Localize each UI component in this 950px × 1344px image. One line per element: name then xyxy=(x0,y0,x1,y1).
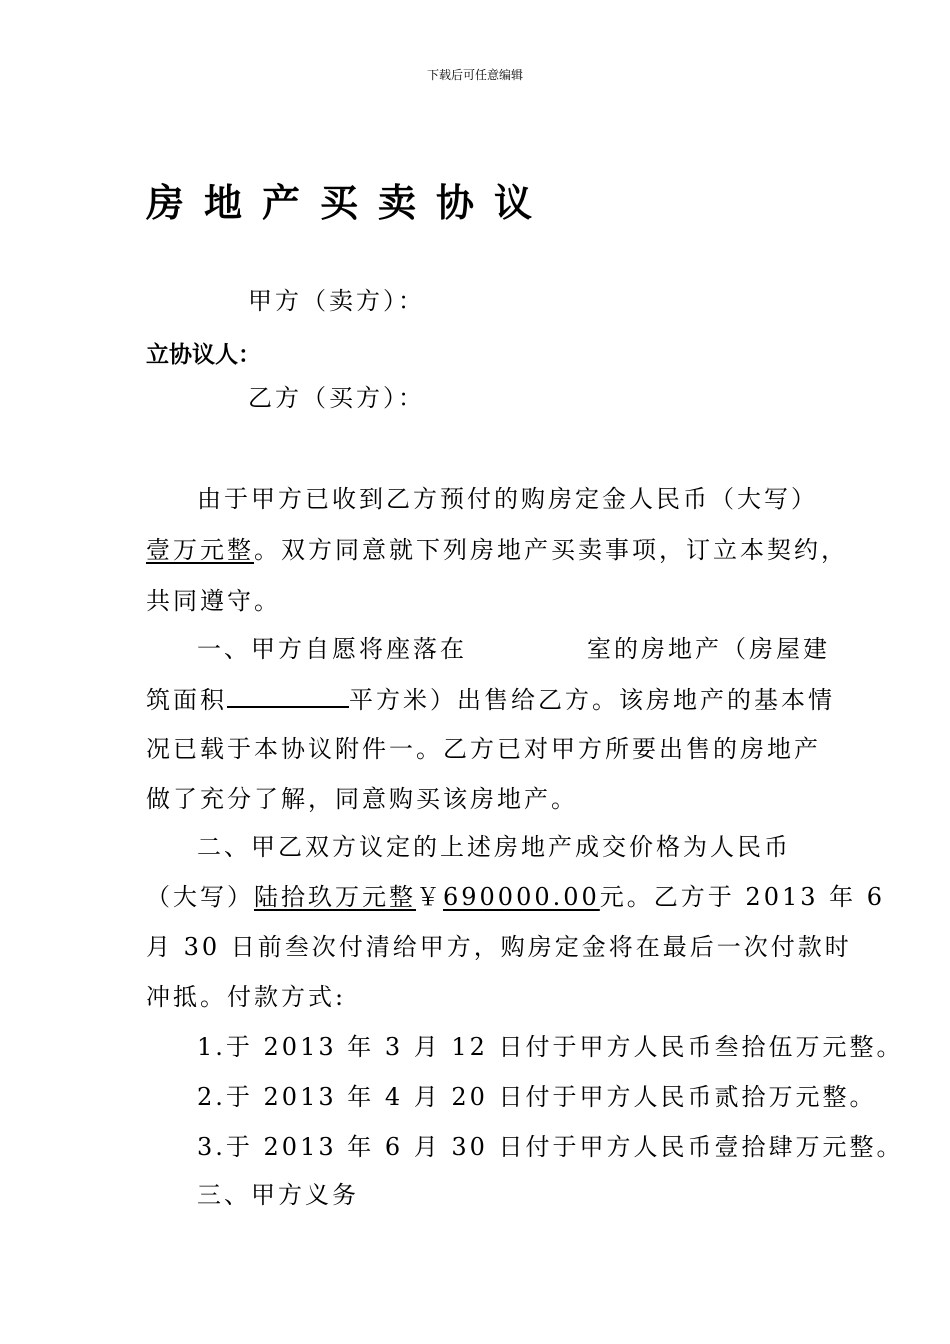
clause-2-line-1: 二、甲乙双方议定的上述房地产成交价格为人民币 xyxy=(197,833,791,861)
clause-2-text-e: 元。乙方于 2013 年 6 xyxy=(599,883,886,911)
party-a-line: 甲方（卖方）： xyxy=(248,287,425,315)
clause-1-line-1 xyxy=(197,634,830,664)
signatory-label: 立协议人： xyxy=(146,342,261,368)
payment-item-3: 3.于 2013 年 6 月 30 日付于甲方人民币壹拾肆万元整。 xyxy=(197,1133,904,1161)
preamble-line-1: 由于甲方已收到乙方预付的购房定金人民币（大写） xyxy=(197,485,818,513)
clause-3-heading: 三、甲方义务 xyxy=(197,1181,359,1209)
clause-1-text-b: 室的房地产（房屋建 xyxy=(587,635,830,663)
payment-item-2: 2.于 2013 年 4 月 20 日付于甲方人民币贰拾万元整。 xyxy=(197,1083,877,1111)
price-in-numbers: 690000.00 xyxy=(443,883,600,911)
currency-symbol: ￥ xyxy=(416,883,443,911)
deposit-amount: 壹万元整 xyxy=(146,536,254,564)
preamble-line-3: 共同遵守。 xyxy=(146,587,281,615)
price-in-words: 陆拾玖万元整 xyxy=(254,883,416,911)
header-note: 下载后可任意编辑 xyxy=(426,68,523,82)
clause-1-line-4: 做了充分了解，同意购买该房地产。 xyxy=(146,785,578,813)
clause-1-line-2 xyxy=(146,684,835,715)
clause-2-text-a: （大写） xyxy=(146,883,254,911)
document-title: 房地产买卖协议 xyxy=(146,181,553,225)
clause-1-area-rest: 平方米）出售给乙方。该房地产的基本情 xyxy=(349,686,835,714)
clause-1-text-a: 一、甲方自愿将座落在 xyxy=(197,635,467,663)
clause-1-line-3: 况已载于本协议附件一。乙方已对甲方所要出售的房地产 xyxy=(146,735,821,763)
area-blank xyxy=(227,684,349,708)
clause-2-line-3: 月 30 日前叁次付清给甲方，购房定金将在最后一次付款时 xyxy=(146,933,852,961)
payment-item-1: 1.于 2013 年 3 月 12 日付于甲方人民币叁拾伍万元整。 xyxy=(197,1033,904,1061)
preamble-line-2-text: 。双方同意就下列房地产买卖事项，订立本契约， xyxy=(254,536,848,564)
clause-2-line-4: 冲抵。付款方式: xyxy=(146,983,347,1011)
clause-2-line-2 xyxy=(146,882,885,912)
clause-1-area-label: 筑面积 xyxy=(146,686,227,714)
preamble-line-2 xyxy=(146,535,848,565)
party-b-line: 乙方（买方）： xyxy=(248,384,425,412)
